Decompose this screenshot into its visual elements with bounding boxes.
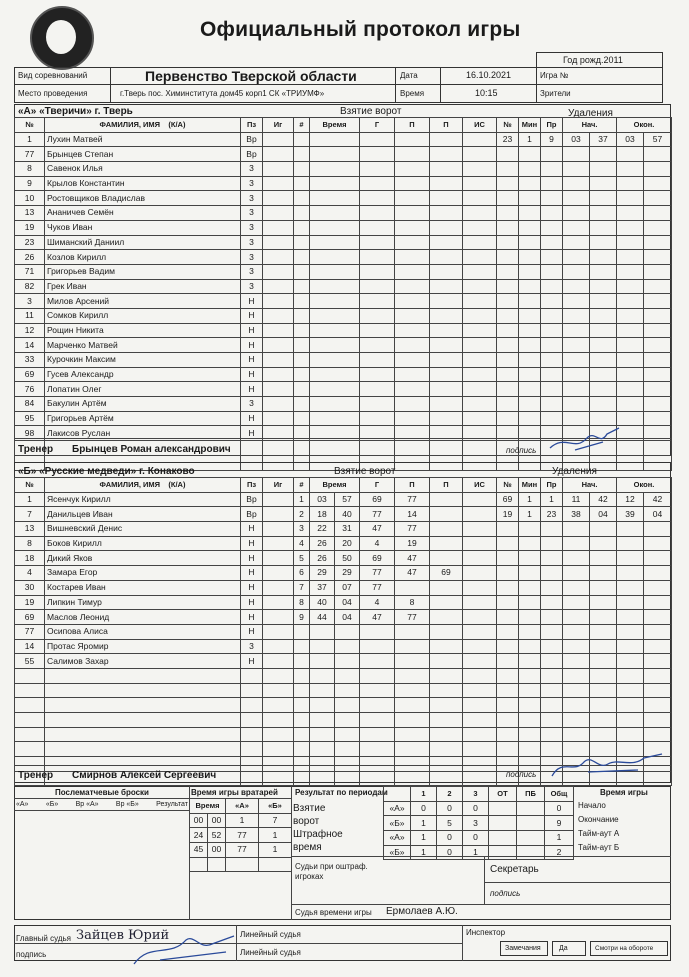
period-row: «А» 1 0 0 1 xyxy=(384,831,574,846)
team-a-coach-label: Тренер xyxy=(18,444,54,455)
player-row: 98 Лакисов Руслан Н xyxy=(15,426,294,441)
penalty-row xyxy=(497,323,672,338)
player-row: 55 Салимов Захар Н xyxy=(15,654,294,669)
penalty-row xyxy=(497,639,672,654)
team-a-goals-title: Взятие ворот xyxy=(340,106,402,117)
goal-row xyxy=(294,668,497,683)
goalie-row xyxy=(190,857,292,872)
player-row: 30 Костарев Иван Н xyxy=(15,580,294,595)
goal-row xyxy=(294,294,497,309)
team-b-sign-label: подпись xyxy=(506,770,537,779)
periods-table: 1 2 3 ОТ ПБ Общ «А» 0 0 0 0 «Б» 1 5 3 9 «А» 1 0 0 1 «Б» 1 0 1 2 xyxy=(383,786,574,860)
team-a-roster: № ФАМИЛИЯ, ИМЯ (К/А) Пз Иг 1 Лухин Матвей Вр 77 Брынцев Степан Вр 8 Савенок Илья 3 9 Крылов Константин 3 10 Ростовщиков Владислав 3 13 Ананичев Семён 3 19 Чуков Иван 3 23 Шиманский Даниил 3 26 Козлов Кирилл 3 71 Григорьев Вадим 3 82 Грек Иван 3 3 Милов Арсений Н 11 Сомков Кирилл Н 12 Рощин Никита Н 14 Марченко Матвей Н 33 Курочкин Максим Н 69 Гусев Александр Н 76 Лопатин Олег Н 84 Бакулин Артём 3 95 Григорьев Артём Н 98 Лакисов Руслан Н xyxy=(14,117,294,471)
secretary-label: Секретарь xyxy=(490,864,539,875)
player-row: 3 Милов Арсений Н xyxy=(15,294,294,309)
player-row xyxy=(15,713,294,728)
gametime-item: Тайм-аут Б xyxy=(578,843,620,852)
shootout-col: Вр «А» xyxy=(75,801,99,808)
team-b-coach-label: Тренер xyxy=(18,770,54,781)
goalie-row: 45 00 77 1 xyxy=(190,843,292,858)
goal-row xyxy=(294,250,497,265)
spectators-label: Зрители xyxy=(540,89,571,98)
player-row: 1 Лухин Матвей Вр xyxy=(15,132,294,147)
timekeeper-label: Судья времени игры xyxy=(295,908,372,917)
penalty-row xyxy=(497,683,672,698)
goal-row xyxy=(294,411,497,426)
shootout-header xyxy=(16,801,188,808)
goal-row: 3 22 31 47 77 xyxy=(294,522,497,537)
penalty-row xyxy=(497,235,672,250)
goalie-row: 24 52 77 1 xyxy=(190,828,292,843)
player-row: 13 Ананичев Семён 3 xyxy=(15,206,294,221)
player-row xyxy=(15,683,294,698)
shootout-col: Результат xyxy=(156,801,188,808)
goal-row xyxy=(294,639,497,654)
penalty-row xyxy=(497,147,672,162)
gk-label: Время игры вратарей xyxy=(191,788,278,797)
player-row xyxy=(15,698,294,713)
goal-row xyxy=(294,698,497,713)
penalty-row xyxy=(497,382,672,397)
player-row: 14 Марченко Матвей Н xyxy=(15,338,294,353)
period-row: «Б» 1 5 3 9 xyxy=(384,816,574,831)
player-row: 33 Курочкин Максим Н xyxy=(15,353,294,368)
player-row: 19 Липкин Тимур Н xyxy=(15,595,294,610)
line-judge-1-label: Линейный судья xyxy=(240,930,301,939)
goal-row xyxy=(294,353,497,368)
player-row: 13 Вишневский Денис Н xyxy=(15,522,294,537)
player-row: 76 Лопатин Олег Н xyxy=(15,382,294,397)
goalie-time-table: Время «А» «Б» 00 00 1 7 24 52 77 1 45 00 77 1 xyxy=(189,798,292,872)
team-a-goals-table: # Время Г П П ИС xyxy=(293,117,497,471)
game-label: Игра № xyxy=(540,71,569,80)
player-row: 8 Савенок Илья 3 xyxy=(15,162,294,177)
penalty-row xyxy=(497,176,672,191)
penalty-row xyxy=(497,264,672,279)
place-value: г.Тверь пос. Химинститута дом45 корп1 СК «ТРИУМФ» xyxy=(120,89,325,98)
goal-row xyxy=(294,323,497,338)
penalty-row xyxy=(497,191,672,206)
penalty-row xyxy=(497,595,672,610)
birth-year-cell: Год рожд.2011 xyxy=(536,52,663,68)
period-row-labels: Взятие ворот Штрафное время xyxy=(293,803,343,853)
place-label: Место проведения xyxy=(18,89,88,98)
goal-row xyxy=(294,162,497,177)
team-a-name: «А» «Тверичи» г. Тверь xyxy=(18,106,133,117)
penalty-row xyxy=(497,727,672,742)
player-row xyxy=(15,727,294,742)
remarks-cell: Замечания xyxy=(500,941,548,956)
penalty-row xyxy=(497,397,672,412)
goal-row: 2 18 40 77 14 xyxy=(294,507,497,522)
penalty-row xyxy=(497,624,672,639)
goal-row: 9 44 04 47 77 xyxy=(294,610,497,625)
player-row: 77 Осипова Алиса Н xyxy=(15,624,294,639)
team-b-penalties-table: № Мин Пр Нач. Окон. 69 1 1 11 42 12 42 19 1 23 38 04 39 04 xyxy=(496,477,672,786)
goal-row: 5 26 50 69 47 xyxy=(294,551,497,566)
player-row: 69 Маслов Леонид Н xyxy=(15,610,294,625)
goal-row xyxy=(294,235,497,250)
team-a-coach: Брынцев Роман александрович xyxy=(72,444,231,455)
goal-row xyxy=(294,742,497,757)
chief-judge-label: Главный судья xyxy=(16,934,72,943)
gametime-item: Окончание xyxy=(578,815,619,824)
secretary-sign-label: подпись xyxy=(490,889,521,898)
penalty-row xyxy=(497,566,672,581)
gametime-item: Начало xyxy=(578,801,606,810)
penalty-row xyxy=(497,206,672,221)
player-row: 71 Григорьев Вадим 3 xyxy=(15,264,294,279)
goal-row xyxy=(294,338,497,353)
goal-row xyxy=(294,220,497,235)
penalty-row xyxy=(497,668,672,683)
penalty-row xyxy=(497,536,672,551)
penalty-row: 23 1 9 03 37 03 57 xyxy=(497,132,672,147)
penalty-row: 69 1 1 11 42 12 42 xyxy=(497,492,672,507)
goal-row xyxy=(294,367,497,382)
shootout-label: Послематчевые броски xyxy=(55,788,149,797)
goal-row xyxy=(294,727,497,742)
goal-row xyxy=(294,176,497,191)
team-a-pen-title: Удаления xyxy=(568,108,613,119)
penalty-row xyxy=(497,551,672,566)
player-row: 14 Протас Яромир 3 xyxy=(15,639,294,654)
team-b-goals-title: Взятие ворот xyxy=(334,466,396,477)
remarks-yes-cell: Да xyxy=(552,941,586,956)
goal-row: 6 29 29 77 47 69 xyxy=(294,566,497,581)
goal-row xyxy=(294,308,497,323)
player-row: 12 Рощин Никита Н xyxy=(15,323,294,338)
player-row: 10 Ростовщиков Владислав 3 xyxy=(15,191,294,206)
goal-row xyxy=(294,654,497,669)
comp-label: Вид соревнований xyxy=(18,71,88,80)
shootout-col: Вр «Б» xyxy=(115,801,139,808)
player-row: 18 Дикий Яков Н xyxy=(15,551,294,566)
see-back-cell: Смотри на обороте xyxy=(590,941,668,956)
date-value: 16.10.2021 xyxy=(466,70,512,80)
team-a-sign-label: подпись xyxy=(506,446,537,455)
goal-row xyxy=(294,264,497,279)
comp-value: Первенство Тверской области xyxy=(145,68,357,84)
penalty-row xyxy=(497,654,672,669)
player-row: 11 Сомков Кирилл Н xyxy=(15,308,294,323)
date-label: Дата xyxy=(400,71,418,80)
goal-row xyxy=(294,624,497,639)
league-logo xyxy=(30,6,94,70)
goal-row xyxy=(294,771,497,786)
team-b-name: «Б» «Русские медведи» г. Конаково xyxy=(18,466,195,477)
goal-row xyxy=(294,206,497,221)
goal-row xyxy=(294,147,497,162)
penalty-row xyxy=(497,713,672,728)
shootout-col: «Б» xyxy=(45,801,59,808)
penalty-row xyxy=(497,367,672,382)
goal-row xyxy=(294,382,497,397)
penalty-row xyxy=(497,279,672,294)
team-b-roster: № ФАМИЛИЯ, ИМЯ (К/А) Пз Иг 1 Ясенчук Кирилл Вр 7 Данильцев Иван Вр 13 Вишневский Денис Н 8 Боков Кирилл Н 18 Дикий Яков Н 4 Замара Егор Н 30 Костарев Иван Н 19 Липкин Тимур Н 69 Маслов Леонид Н 77 Осипова Алиса Н 14 Протас Яромир 3 55 Салимов Захар Н xyxy=(14,477,294,786)
goal-row: 7 37 07 77 xyxy=(294,580,497,595)
line-judge-2-label: Линейный судья xyxy=(240,948,301,957)
penalty-row xyxy=(497,522,672,537)
team-a-coach-signature xyxy=(545,424,625,456)
period-row: «А» 0 0 0 0 xyxy=(384,801,574,816)
chief-judge-name: Зайцев Юрий xyxy=(76,928,170,943)
penalty-row xyxy=(497,162,672,177)
penalty-row: 19 1 23 38 04 39 04 xyxy=(497,507,672,522)
player-row: 4 Замара Егор Н xyxy=(15,566,294,581)
player-row: 26 Козлов Кирилл 3 xyxy=(15,250,294,265)
player-row: 7 Данильцев Иван Вр xyxy=(15,507,294,522)
team-b-coach: Смирнов Алексей Сергеевич xyxy=(72,770,217,781)
period-row: «Б» 1 0 1 2 xyxy=(384,845,574,860)
team-b-pen-title: Удаления xyxy=(552,466,597,477)
goal-row xyxy=(294,757,497,772)
page-title: Официальный протокол игры xyxy=(200,18,521,41)
penalty-row xyxy=(497,580,672,595)
time-value: 10:15 xyxy=(475,88,498,98)
player-row: 77 Брынцев Степан Вр xyxy=(15,147,294,162)
team-a-penalties-table: № Мин Пр Нач. Окон. 23 1 9 03 37 03 57 xyxy=(496,117,672,471)
gametime-list xyxy=(578,799,619,855)
penalty-row xyxy=(497,610,672,625)
timekeeper-name: Ермолаев А.Ю. xyxy=(386,906,458,917)
player-row: 9 Крылов Константин 3 xyxy=(15,176,294,191)
player-row: 19 Чуков Иван 3 xyxy=(15,220,294,235)
player-row: 69 Гусев Александр Н xyxy=(15,367,294,382)
time-label: Время xyxy=(400,89,425,98)
gametime-label: Время игры xyxy=(600,788,648,797)
penalty-row xyxy=(497,220,672,235)
penalty-row xyxy=(497,294,672,309)
team-b-goals-table: # Время Г П П ИС 1 03 57 69 77 2 18 40 77 14 3 22 31 47 77 4 26 20 4 19 5 26 50 69 47 6 29 29 77 47 69 7 37 07 77 8 40 04 4 8 9 44 04 47 77 xyxy=(293,477,497,786)
chief-judge-signature xyxy=(130,930,240,970)
shootout-col: «А» xyxy=(16,801,29,808)
player-row: 82 Грек Иван 3 xyxy=(15,279,294,294)
goal-row xyxy=(294,191,497,206)
goalie-row: 00 00 1 7 xyxy=(190,813,292,828)
penalty-row xyxy=(497,698,672,713)
goal-row xyxy=(294,713,497,728)
penalty-row xyxy=(497,338,672,353)
periods-label: Результат по периодам xyxy=(295,788,388,797)
player-row xyxy=(15,668,294,683)
goal-row xyxy=(294,397,497,412)
chief-sign-label: подпись xyxy=(16,950,47,959)
player-row: 84 Бакулин Артём 3 xyxy=(15,397,294,412)
gametime-item: Тайм-аут А xyxy=(578,829,620,838)
player-row: 95 Григорьев Артём Н xyxy=(15,411,294,426)
player-row: 1 Ясенчук Кирилл Вр xyxy=(15,492,294,507)
penalty-row xyxy=(497,250,672,265)
inspector-label: Инспектор xyxy=(466,928,506,937)
penalty-row xyxy=(497,308,672,323)
goal-row xyxy=(294,279,497,294)
goal-row: 1 03 57 69 77 xyxy=(294,492,497,507)
player-row xyxy=(15,742,294,757)
goal-row: 8 40 04 4 8 xyxy=(294,595,497,610)
team-b-coach-signature xyxy=(548,750,668,782)
penalty-row xyxy=(497,353,672,368)
goal-row xyxy=(294,132,497,147)
bench-judges-label: Судьи при оштраф. игроках xyxy=(295,862,368,881)
goal-row: 4 26 20 4 19 xyxy=(294,536,497,551)
goal-row xyxy=(294,683,497,698)
player-row: 8 Боков Кирилл Н xyxy=(15,536,294,551)
player-row: 23 Шиманский Даниил 3 xyxy=(15,235,294,250)
